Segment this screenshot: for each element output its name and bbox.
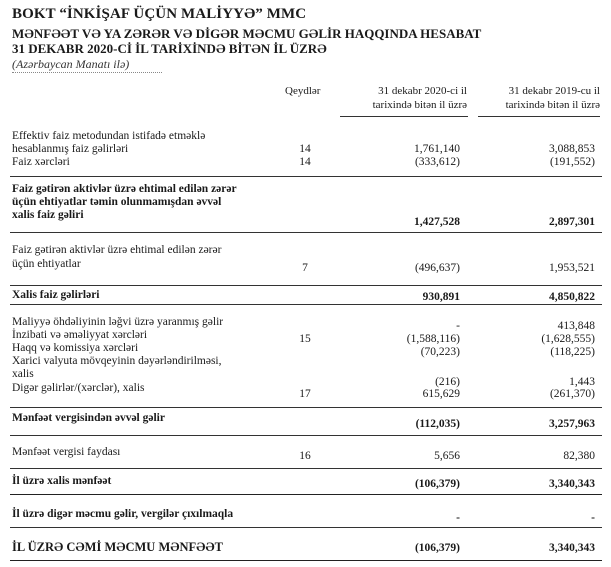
net-profit-label: İl üzrə xalis mənfəət: [12, 475, 112, 487]
report-period: 31 DEKABR 2020-Cİ İL TARİXİNDƏ BİTƏN İL ÜZRƏ: [12, 41, 327, 56]
total-comprehensive-income-label: İL ÜZRƏ CƏMİ MƏCMU MƏNFƏƏT: [12, 540, 223, 554]
net-before-provision-2019: 2,897,301: [549, 216, 595, 228]
net-before-provision-label-3: xalis faiz gəliri: [12, 209, 84, 221]
oci-label: İl üzrə digər məcmu gəlir, vergilər çıxılmaqla: [12, 508, 234, 520]
fee-expense-label: Haqq və komissiya xərcləri: [12, 342, 139, 354]
column-2019-underline: [478, 116, 600, 117]
divider-8: [10, 494, 602, 495]
divider-9: [10, 527, 602, 528]
column-2019-header-line2: tarixində bitən il üzrə: [505, 99, 600, 111]
divider-1: [10, 176, 602, 177]
interest-expense-label: Faiz xərcləri: [12, 156, 70, 168]
fee-expense-2020: (70,223): [420, 346, 460, 358]
fx-revaluation-label-1: Xarici valyuta mövqeyinin dəyərləndirilməsi,: [12, 355, 222, 367]
effective-interest-label-2: hesablanmış faiz gəlirləri: [12, 143, 129, 155]
net-interest-label: Xalis faiz gəlirləri: [12, 289, 100, 301]
divider-total: [10, 560, 602, 561]
tax-benefit-note: 16: [299, 450, 311, 462]
admin-expense-note: 15: [299, 333, 311, 345]
divider-5: [10, 407, 602, 408]
fx-revaluation-2019: 1,443: [569, 376, 595, 388]
other-income-2020: 615,629: [422, 388, 460, 400]
column-2019-header-line1: 31 dekabr 2019-cu il: [508, 85, 600, 97]
pretax-income-label: Mənfəət vergisindən əvvəl gəlir: [12, 412, 165, 424]
company-name: BOKT “İNKİŞAF ÜÇÜN MALİYYƏ” MMC: [12, 6, 307, 22]
column-2020-header-line2: tarixində bitən il üzrə: [372, 99, 467, 111]
admin-expense-label: İnzibati və əməliyyat xərcləri: [12, 329, 148, 341]
divider-7: [10, 468, 602, 469]
currency-note: (Azərbaycan Manatı ilə): [12, 57, 130, 71]
total-comprehensive-income-2020: (106,379): [414, 542, 460, 554]
provision-label-2: üçün ehtiyatlar: [12, 258, 81, 270]
effective-interest-2020: 1,761,140: [414, 143, 460, 155]
other-income-note: 17: [299, 388, 311, 400]
net-before-provision-label-2: üçün ehtiyatlar təmin olunmamışdan əvvəl: [12, 196, 222, 208]
interest-expense-note: 14: [299, 156, 311, 168]
oci-2020: -: [456, 512, 460, 524]
net-before-provision-label-1: Faiz gətirən aktivlər üzrə ehtimal edilən zərər: [12, 183, 237, 195]
other-income-2019: (261,370): [549, 388, 595, 400]
report-title: MƏNFƏƏT VƏ YA ZƏRƏR VƏ DİGƏR MƏCMU GƏLİR HAQQINDA HESABAT: [12, 26, 482, 41]
divider-3: [10, 285, 602, 286]
provision-2019: 1,953,521: [549, 262, 595, 274]
liability-gain-label: Maliyyə öhdəliyinin ləğvi üzrə yaranmış gəlir: [12, 316, 224, 328]
pretax-income-2019: 3,257,963: [549, 418, 595, 430]
liability-gain-2020: -: [456, 320, 460, 332]
column-2020-underline: [340, 116, 468, 117]
fee-expense-2019: (118,225): [550, 346, 595, 358]
header-divider: [12, 72, 162, 73]
interest-expense-2020: (333,612): [414, 156, 460, 168]
pretax-income-2020: (112,035): [415, 418, 460, 430]
net-interest-2019: 4,850,822: [549, 291, 595, 303]
provision-note: 7: [302, 262, 308, 274]
net-profit-2019: 3,340,343: [549, 478, 595, 490]
provision-2020: (496,637): [414, 262, 460, 274]
net-profit-2020: (106,379): [414, 478, 460, 490]
total-comprehensive-income-2019: 3,340,343: [549, 542, 595, 554]
effective-interest-2019: 3,088,853: [549, 143, 595, 155]
liability-gain-2019: 413,848: [557, 320, 595, 332]
net-interest-2020: 930,891: [422, 291, 460, 303]
provision-label-1: Faiz gətirən aktivlər üzrə ehtimal edilən zərər: [12, 244, 222, 256]
notes-column-header: Qeydlər: [285, 85, 321, 97]
fx-revaluation-2020: (216): [435, 376, 460, 388]
tax-benefit-2020: 5,656: [434, 450, 460, 462]
column-2020-header-line1: 31 dekabr 2020-ci il: [378, 85, 467, 97]
divider-6: [10, 435, 602, 436]
fx-revaluation-label-2: xalis: [12, 368, 34, 380]
divider-4: [10, 304, 602, 305]
tax-benefit-2019: 82,380: [563, 450, 595, 462]
other-income-label: Digər gəlirlər/(xərclər), xalis: [12, 382, 145, 394]
tax-benefit-label: Mənfəət vergisi faydası: [12, 446, 121, 458]
oci-2019: -: [591, 512, 595, 524]
effective-interest-note: 14: [299, 143, 311, 155]
interest-expense-2019: (191,552): [549, 156, 595, 168]
divider-2: [10, 232, 602, 233]
net-before-provision-2020: 1,427,528: [414, 216, 460, 228]
effective-interest-label-1: Effektiv faiz metodundan istifadə etməklə: [12, 130, 206, 142]
admin-expense-2020: (1,588,116): [406, 333, 460, 345]
admin-expense-2019: (1,628,555): [541, 333, 595, 345]
